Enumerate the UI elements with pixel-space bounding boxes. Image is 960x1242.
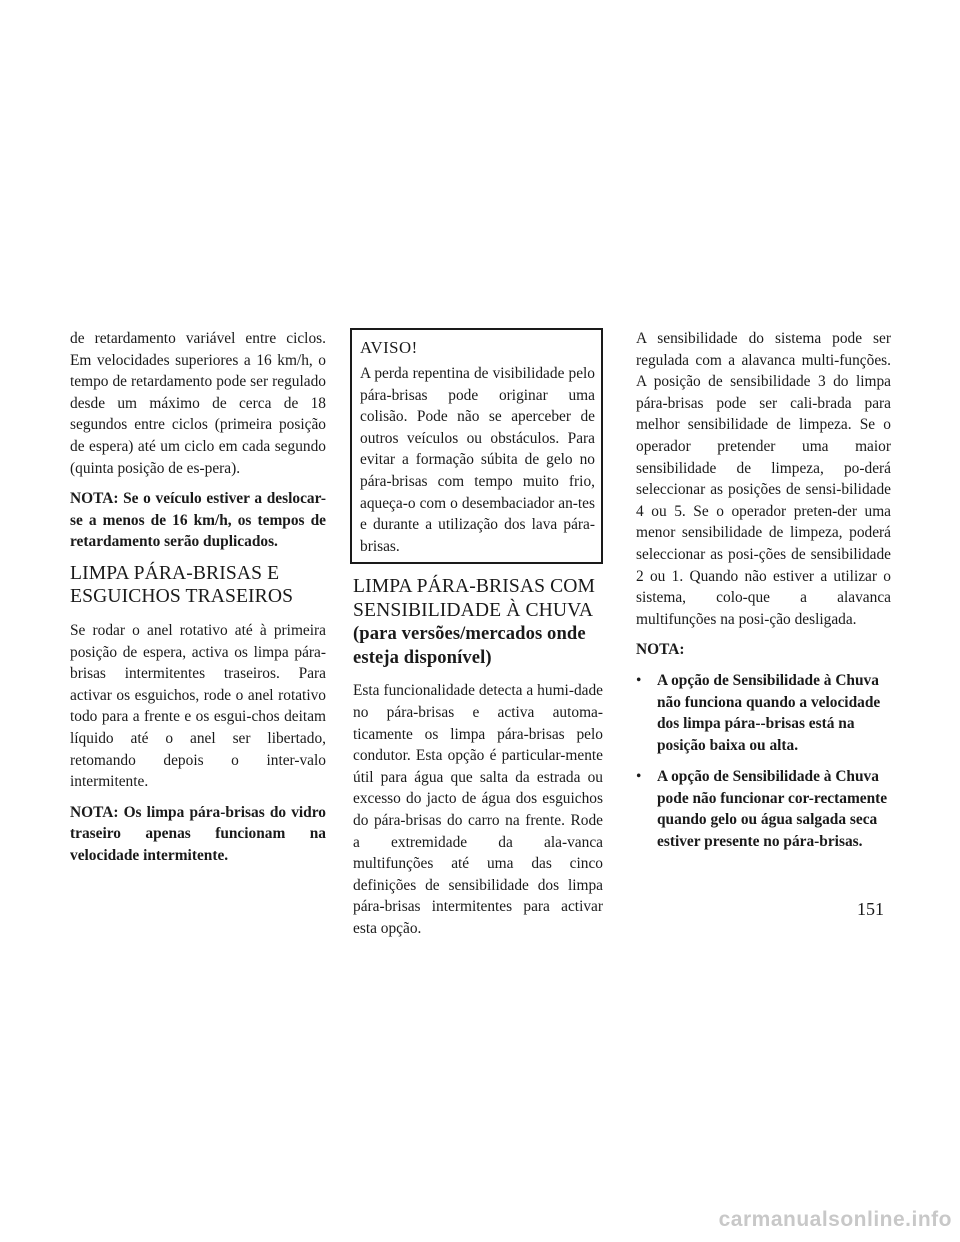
warning-box [350,328,603,564]
warning-title: AVISO! [360,338,418,357]
column-left [70,328,326,875]
column-right [636,328,891,863]
note-paragraph: NOTA: Se o veículo estiver a deslocar-se a menos de 16 km/h, os tempos de retardamento serão duplicados. [70,490,326,551]
column-middle [353,328,603,948]
body-paragraph: Esta funcionalidade detecta a humi-dade no pára-brisas e activa automa-ticamente os limpa pára-brisas pelo condutor. Esta opção é particular-mente útil para água que salta da estrada ou excesso do jacto de água dos esguichos do pára-brisas do carro na frente. Rode a extremidade da ala-vanca multifunções até uma das cinco definições de sensibilidade dos limpa pára-brisas intermitentes para activar esta opção. [353,682,603,937]
note-paragraph: NOTA: Os limpa pára-brisas do vidro traseiro apenas funcionam na velocidade intermitente. [70,803,326,864]
section-heading-rear-wipers: LIMPA PÁRA-BRISAS E ESGUICHOS TRASEIROS [70,562,294,608]
list-item [636,670,891,756]
bullet-icon: • [636,768,642,786]
heading-sub-text: (para versões/mercados onde esteja disponível) [353,623,586,668]
body-paragraph: de retardamento variável entre ciclos. Em velocidades superiores a 16 km/h, o tempo de retardamento pode ser regulado desde um máximo de cerca de 18 segundos entre ciclos (primeira posição de espera) até um ciclo em cada segundo (quinta posição de es-pera). [70,330,326,477]
body-paragraph: A sensibilidade do sistema pode ser regulada com a alavanca multi-funções. A posição de sensibilidade 3 do limpa pára-brisas pode ser cali-brada para melhor sensibilidade de limpeza. Se o operador pretender uma maior sensibilidade de limpeza, po-derá seleccionar as posições de sensi-bilidade 4 ou 5. Se o operador preten-der uma menor sensibilidade de limpeza, poderá seleccionar as posi-ções de sensibilidade 2 ou 1. Quando não estiver a utilizar o sistema, colo-que a alavanca multifunções na posi-ção desligada. [636,330,891,628]
note-label: NOTA: [636,641,685,659]
bullet-icon: • [636,671,642,689]
list-item-text: A opção de Sensibilidade à Chuva não funciona quando a velocidade dos limpa pára--brisas está na posição baixa ou alta. [657,671,881,754]
list-item [636,766,891,852]
page-number: 151 [857,899,884,919]
heading-main-text: LIMPA PÁRA-BRISAS COM SENSIBILIDADE À CHUVA [353,576,596,621]
body-paragraph: Se rodar o anel rotativo até à primeira posição de espera, activa os limpa pára-brisas intermitentes traseiros. Para activar os esguichos, rode o anel rotativo todo para a frente e os esgui-chos deitam líquido até o anel ser libertado, retomando depois o inter-valo intermitente. [70,621,326,791]
watermark-text: carmanualsonline.info [718,1208,952,1231]
section-heading-rain-sensing [353,575,603,669]
note-bullet-list [636,670,891,853]
list-item-text: A opção de Sensibilidade à Chuva pode não funcionar cor-rectamente quando gelo ou água salgada seca estiver presente no pára-brisas. [657,768,888,851]
warning-text: A perda repentina de visibilidade pelo pára-brisas pode originar uma colisão. Pode não se aperceber de outros veículos ou obstáculos. Para evitar a formação súbita de gelo no pára-brisas com tempo muito frio, aqueça-o com o desembaciador an-tes e durante a utilização dos lava pára-brisas. [360,365,595,555]
